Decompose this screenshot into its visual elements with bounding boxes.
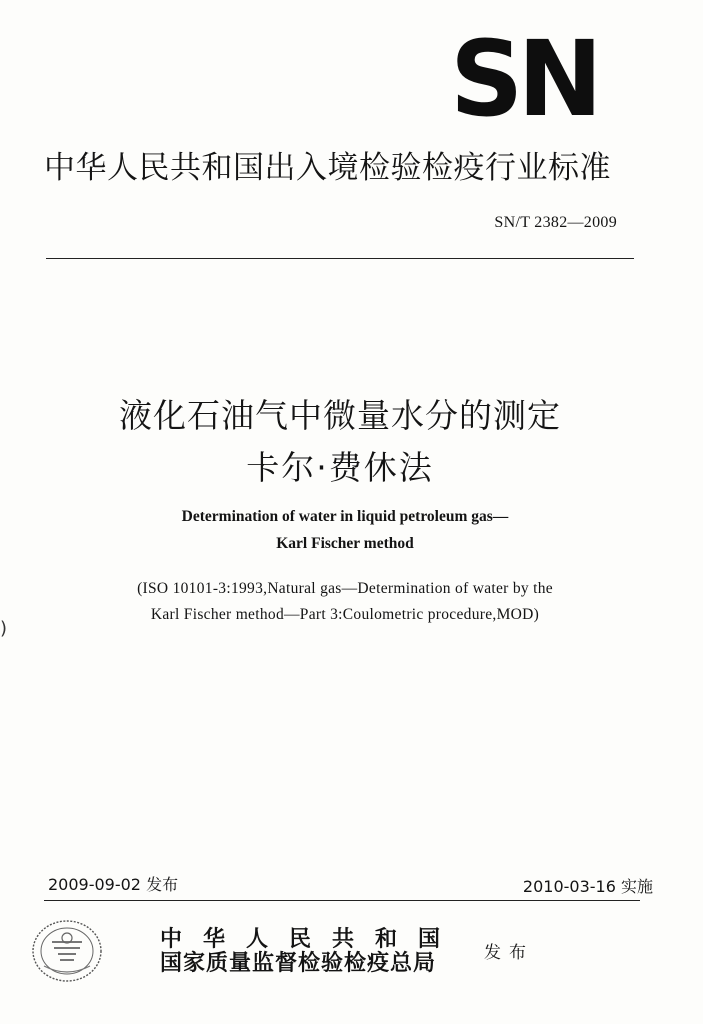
issue-verb: 发布 [484, 943, 534, 963]
title-en-line2: Karl Fischer method [276, 535, 414, 552]
iso-reference-line1: (ISO 10101-3:1993,Natural gas—Determination of water by the [137, 580, 553, 597]
sn-logo: SN [450, 18, 597, 140]
issuer-line2: 国家质量监督检验检疫总局 [160, 950, 437, 976]
title-cn-line2: 卡尔·费休法 [246, 448, 434, 487]
implement-date: 2010-03-16 实施 [522, 877, 653, 896]
top-divider [46, 258, 634, 259]
standard-category-title: 中华人民共和国出入境检验检疫行业标准 [44, 150, 611, 186]
issue-date: 2009-09-02 发布 [48, 875, 179, 894]
issuer-line1: 中华人民共和国 [160, 926, 462, 952]
iso-reference-line2: Karl Fischer method—Part 3:Coulometric procedure,MOD) [150, 606, 540, 623]
title-cn-line1: 液化石油气中微量水分的测定 [119, 396, 561, 435]
standard-code: SN/T 2382—2009 [494, 214, 617, 231]
margin-mark: ) [0, 618, 8, 639]
seal-icon [30, 918, 104, 984]
bottom-divider [44, 900, 640, 901]
title-en-line1: Determination of water in liquid petroleum gas— [181, 508, 509, 525]
